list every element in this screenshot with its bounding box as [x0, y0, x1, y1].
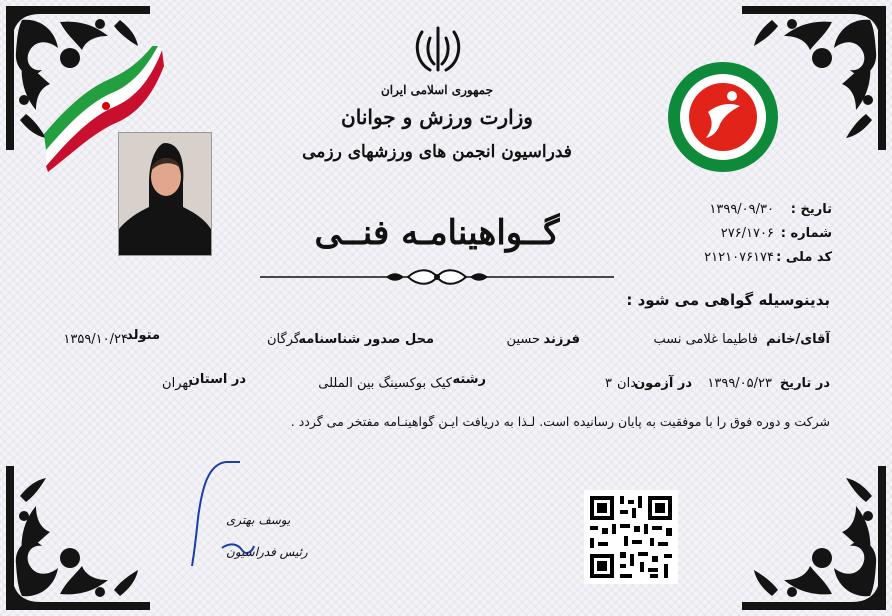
- number-label: شماره :: [780, 226, 832, 241]
- country-name: جمهوری اسلامی ایران: [380, 83, 494, 97]
- dan-value: ۳: [605, 376, 612, 391]
- signatory-title: رئیس فدراسیون: [226, 545, 308, 559]
- birth-label: متولد: [126, 328, 160, 343]
- divider-ornament: [258, 266, 616, 288]
- national-id-value: ۲۱۲۱۰۷۶۱۷۴: [704, 250, 774, 265]
- holder-photo: [118, 132, 212, 256]
- signatory-name: یوسف بهتری: [226, 513, 291, 527]
- birth-value: ۱۳۵۹/۱۰/۲۴: [63, 332, 128, 347]
- certificate-title: گــواهینامـه فنــی: [314, 213, 560, 253]
- province-label: در استان: [188, 372, 246, 387]
- iran-emblem-icon: [412, 26, 464, 74]
- qr-code: [584, 490, 678, 584]
- name-value: فاطیما غلامی نسب: [653, 332, 758, 347]
- dan-label: دان: [617, 376, 636, 391]
- issue-place-value: گرگان: [266, 332, 300, 347]
- date-label: تاریخ :: [790, 202, 832, 217]
- federation-logo: [666, 60, 780, 174]
- exam-label: در آزمون: [634, 376, 692, 391]
- national-id-label: کد ملی :: [776, 250, 832, 265]
- father-value: حسین: [506, 332, 540, 347]
- ministry-name: وزارت ورزش و جوانان: [341, 105, 533, 129]
- corner-ornament-bottom-right: [732, 456, 892, 616]
- field-label: رشته: [452, 372, 486, 387]
- exam-date-label: در تاریخ: [779, 376, 830, 391]
- federation-name: فدراسیون انجمن های ورزشهای رزمی: [302, 142, 572, 162]
- name-label: آقای/خانم: [766, 332, 830, 347]
- exam-date-value: ۱۳۹۹/۰۵/۲۳: [707, 376, 772, 391]
- corner-ornament-bottom-left: [0, 456, 160, 616]
- issue-place-label: محل صدور شناسنامه: [298, 332, 434, 347]
- intro-text: بدینوسیله گواهی می شود :: [626, 291, 830, 309]
- father-label: فرزند: [543, 332, 580, 347]
- closing-text: شرکت و دوره فوق را با موفقیت به پایان رسانیده است. لـذا به دریافت ایـن گواهینـامه مفتخر می گردد .: [290, 414, 830, 429]
- number-value: ۲۷۶/۱۷۰۶: [720, 226, 774, 241]
- field-value: کیک بوکسینگ بین المللی: [318, 376, 452, 391]
- province-value: تهران: [162, 376, 192, 391]
- date-value: ۱۳۹۹/۰۹/۳۰: [709, 202, 774, 217]
